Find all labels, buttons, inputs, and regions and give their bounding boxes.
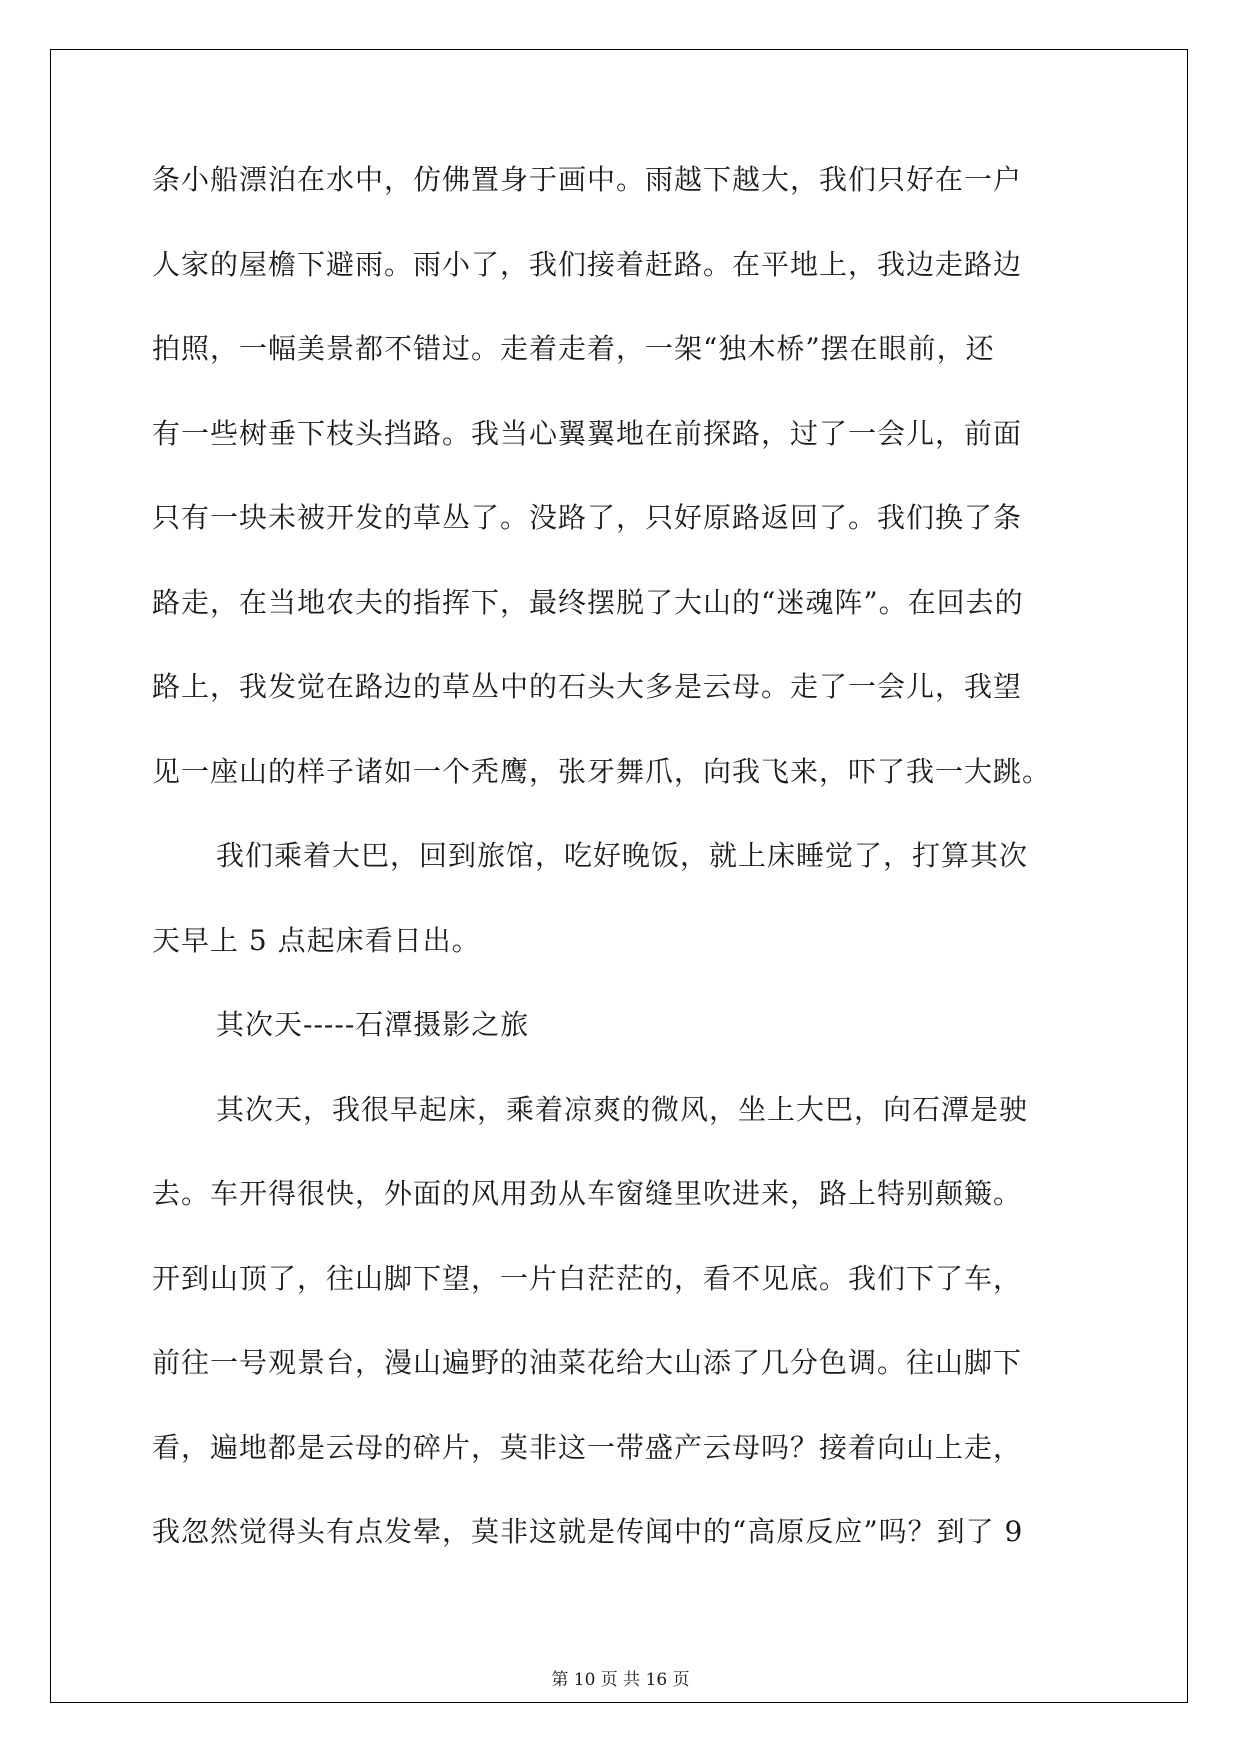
paragraph-start-line: 其次天，我很早起床，乘着凉爽的微风，坐上大巴，向石潭是驶 <box>216 1092 1029 1126</box>
text-line: 拍照，一幅美景都不错过。走着走着，一架“独木桥”摆在眼前，还 <box>152 332 995 365</box>
text-line: 我忽然觉得头有点发晕，莫非这就是传闻中的“高原反应”吗？到了 9 <box>152 1515 1024 1548</box>
text-line: 条小船漂泊在水中，仿佛置身于画中。雨越下越大，我们只好在一户 <box>152 163 1023 196</box>
text-line: 见一座山的样子诸如一个秃鹰，张牙舞爪，向我飞来，吓了我一大跳。 <box>152 754 1052 788</box>
text-line: 天早上 5 点起床看日出。 <box>152 923 481 957</box>
text-line: 路走，在当地农夫的指挥下，最终摆脱了大山的“迷魂阵”。在回去的 <box>152 585 1024 619</box>
text-line: 去。车开得很快，外面的风用劲从车窗缝里吹进来，路上特别颠簸。 <box>152 1177 1023 1210</box>
text-line: 开到山顶了，往山脚下望，一片白茫茫的，看不见底。我们下了车， <box>152 1261 1023 1295</box>
text-line: 只有一块未被开发的草丛了。没路了，只好原路返回了。我们换了条 <box>152 501 1023 534</box>
text-line: 有一些树垂下枝头挡路。我当心翼翼地在前探路，过了一会儿，前面 <box>152 416 1023 450</box>
section-heading: 其次天-----石潭摄影之旅 <box>216 1008 530 1041</box>
text-line: 路上，我发觉在路边的草丛中的石头大多是云母。走了一会儿，我望 <box>152 670 1023 703</box>
paragraph-start-line: 我们乘着大巴，回到旅馆，吃好晚饭，就上床睡觉了，打算其次 <box>216 839 1029 872</box>
text-line: 看，遍地都是云母的碎片，莫非这一带盛产云母吗？接着向山上走， <box>152 1430 1023 1464</box>
page-number-footer: 第 10 页 共 16 页 <box>551 1670 690 1690</box>
text-line: 人家的屋檐下避雨。雨小了，我们接着赶路。在平地上，我边走路边 <box>152 247 1023 281</box>
text-line: 前往一号观景台，漫山遍野的油菜花给大山添了几分色调。往山脚下 <box>152 1346 1023 1379</box>
document-body <box>152 152 1092 1589</box>
